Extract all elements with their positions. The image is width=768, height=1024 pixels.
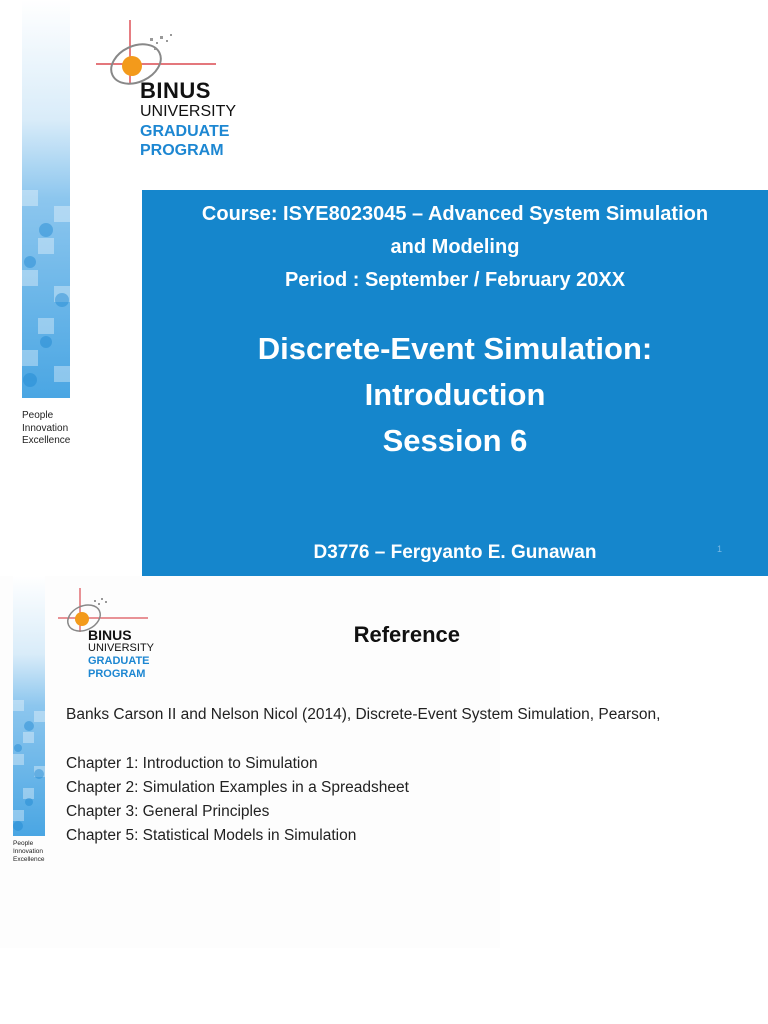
chapter-item: Chapter 2: Simulation Examples in a Spreadsheet — [66, 779, 409, 796]
title-line: Discrete-Event Simulation: — [257, 331, 653, 366]
tagline-line: Excellence — [13, 856, 45, 864]
logo-wordmark-binus: BINUS — [88, 627, 132, 643]
title-panel — [142, 190, 768, 576]
binus-logo — [58, 588, 164, 686]
reference-citation: Banks Carson II and Nelson Nicol (2014), Discrete-Event System Simulation, Pearson, — [66, 706, 661, 723]
logo-wordmark-graduate: GRADUATE — [140, 123, 230, 140]
decorative-mosaic-strip — [22, 0, 70, 398]
period-line: Period : September / February 20XX — [284, 269, 626, 291]
slide-title — [142, 326, 768, 464]
tagline-line: People — [13, 840, 34, 847]
tagline — [22, 410, 70, 448]
session-line: Session 6 — [382, 423, 528, 458]
logo-wordmark-university: UNIVERSITY — [88, 642, 155, 654]
reference-heading: Reference — [353, 622, 460, 647]
chapter-list — [66, 752, 409, 848]
course-line: Course: ISYE8023045 – Advanced System Simulation — [201, 203, 709, 225]
course-info — [142, 198, 768, 297]
logo-wordmark-program: PROGRAM — [140, 142, 224, 159]
logo-wordmark-program: PROGRAM — [88, 668, 146, 680]
tagline-line: Innovation — [22, 422, 69, 434]
tagline-line: Innovation — [13, 848, 43, 856]
tagline-line: Excellence — [22, 435, 71, 446]
tagline — [13, 840, 44, 864]
chapter-item: Chapter 3: General Principles — [66, 803, 270, 820]
page-number: 1 — [716, 544, 722, 554]
title-line: Introduction — [364, 377, 546, 412]
course-line: and Modeling — [390, 236, 520, 258]
logo-wordmark-graduate: GRADUATE — [88, 655, 150, 667]
decorative-mosaic-strip — [13, 576, 45, 836]
tagline-line: People — [22, 410, 54, 421]
logo-wordmark-binus: BINUS — [140, 78, 211, 103]
binus-logo — [96, 20, 256, 168]
chapter-item: Chapter 5: Statistical Models in Simulation — [66, 827, 357, 844]
chapter-item: Chapter 1: Introduction to Simulation — [66, 755, 318, 772]
author-line: D3776 – Fergyanto E. Gunawan — [313, 542, 597, 563]
logo-wordmark-university: UNIVERSITY — [140, 103, 237, 120]
reference-slide — [0, 576, 661, 948]
